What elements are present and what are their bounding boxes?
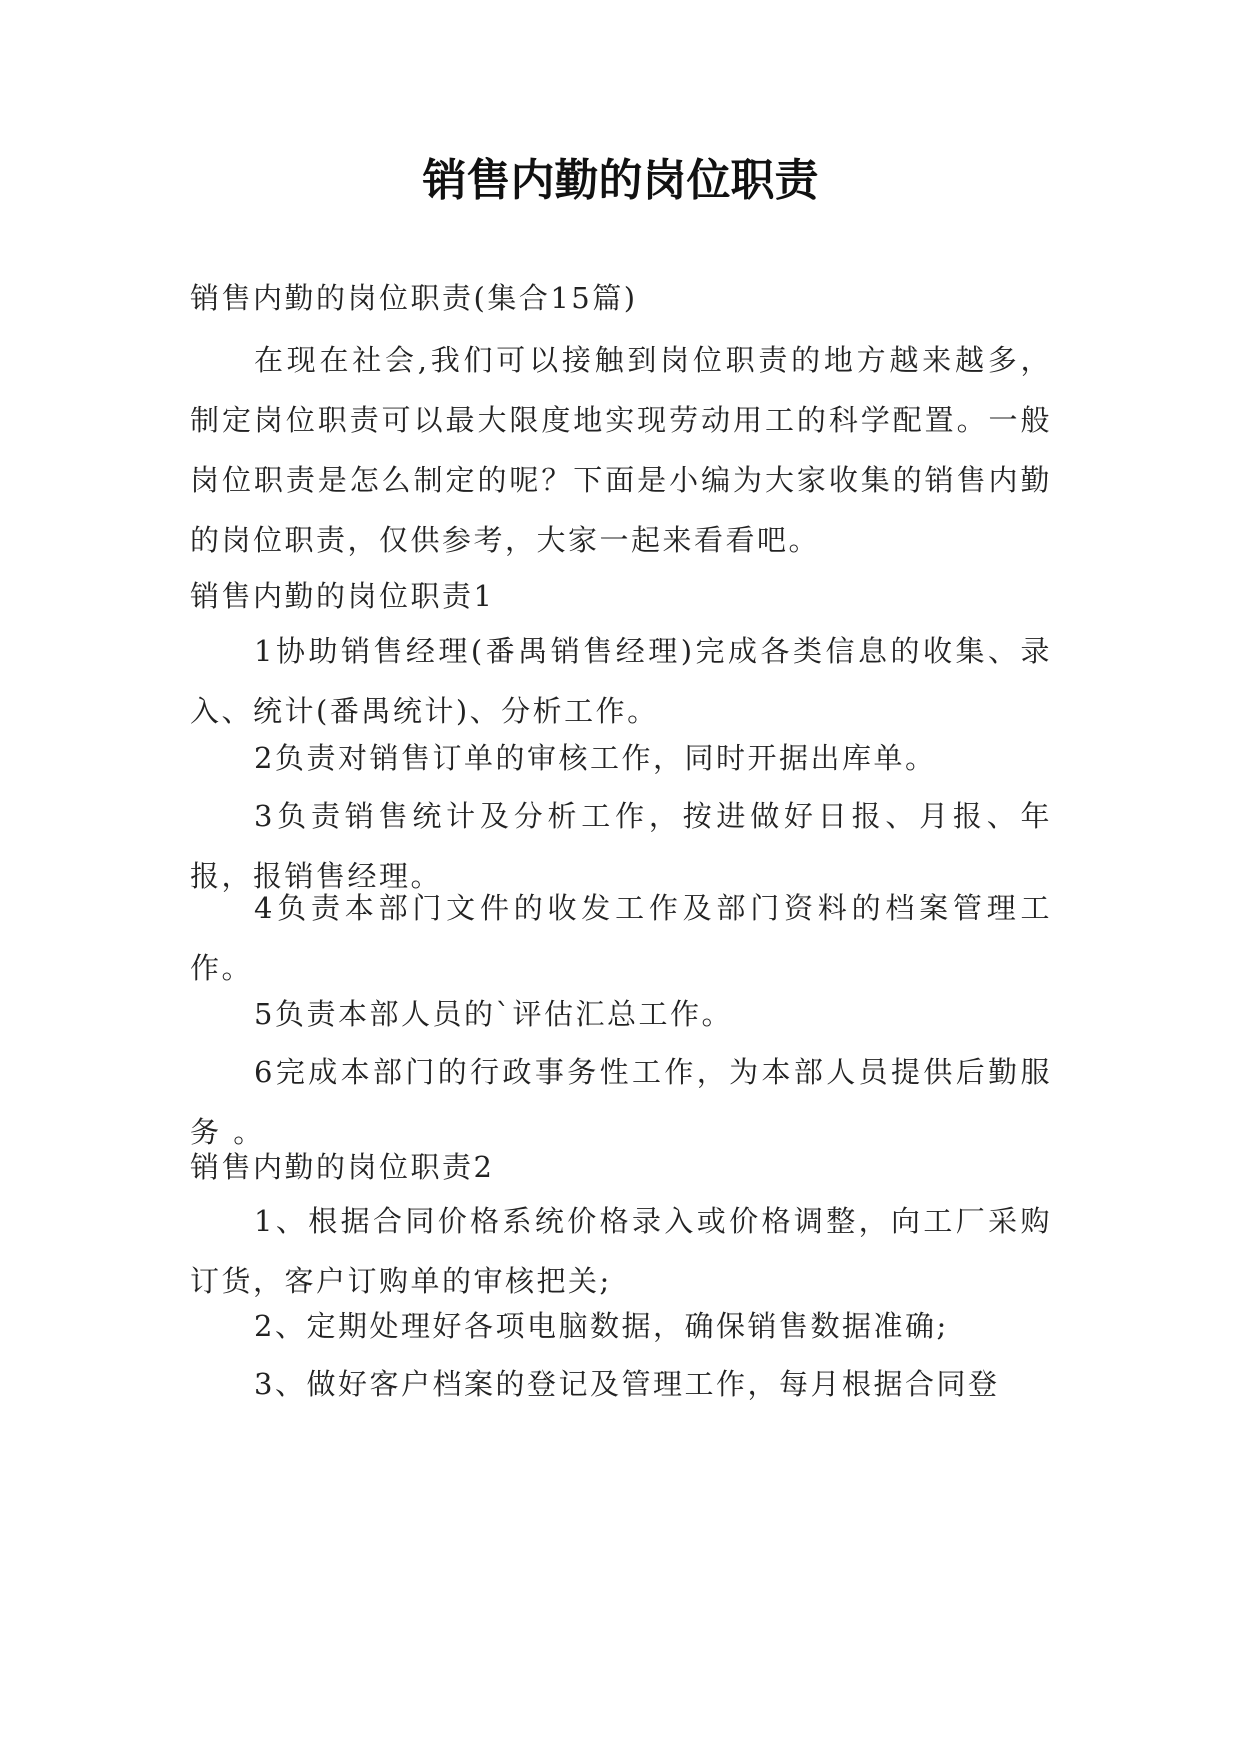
section1-item-6: 6完成本部门的行政事务性工作，为本部人员提供后勤服务 。 [190,1055,1052,1149]
section-heading-2: 销售内勤的岗位职责2 [190,1150,495,1184]
intro-paragraph: 在现在社会,我们可以接触到岗位职责的地方越来越多，制定岗位职责可以最大限度地实现劳动用工的科学配置。一般岗位职责是怎么制定的呢？下面是小编为大家收集的销售内勤的岗位职责，仅供参考，大家一起来看看吧。 [190,343,1052,557]
section1-item-1: 1协助销售经理(番禺销售经理)完成各类信息的收集、录入、统计(番禺统计)、分析工作。 [190,634,1052,728]
section2-item-1: 1、根据合同价格系统价格录入或价格调整，向工厂采购订货，客户订购单的审核把关; [190,1204,1052,1298]
section1-item-3: 3负责销售统计及分析工作，按进做好日报、月报、年报，报销售经理。 [190,799,1052,893]
document-title: 销售内勤的岗位职责 [422,155,819,206]
section2-item-2: 2、定期处理好各项电脑数据，确保销售数据准确; [254,1309,949,1343]
section1-item-2: 2负责对销售订单的审核工作，同时开据出库单。 [254,741,937,775]
section1-item-4: 4负责本部门文件的收发工作及部门资料的档案管理工作。 [190,891,1052,985]
section1-item-5: 5负责本部人员的`评估汇总工作。 [254,997,733,1031]
section-heading-1: 销售内勤的岗位职责1 [190,579,495,613]
section2-item-3: 3、做好客户档案的登记及管理工作，每月根据合同登 [254,1367,1000,1401]
document-subtitle: 销售内勤的岗位职责(集合15篇) [190,281,638,315]
